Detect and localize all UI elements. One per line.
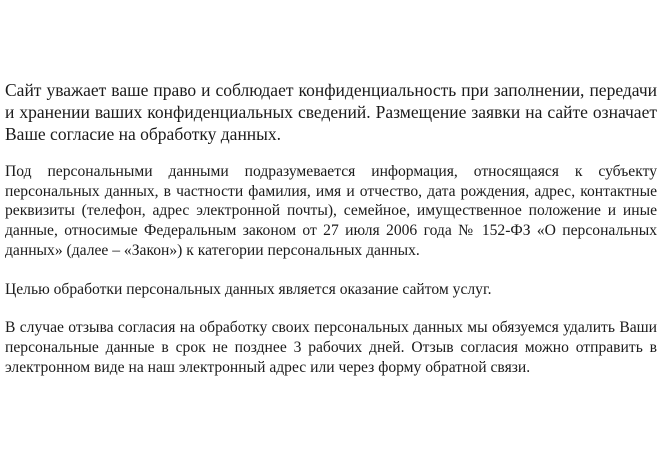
- intro-paragraph: Сайт уважает ваше право и соблюдает конфиденциальность при заполнении, передачи и хранении ваших конфиденциальных сведений. Размещение заявки на сайте означает Ваше согласие на обработку данных.: [5, 80, 657, 144]
- privacy-policy-document: [5, 79, 657, 377]
- processing-purpose-paragraph: Целью обработки персональных данных является оказание сайтом услуг.: [5, 280, 492, 298]
- consent-withdrawal-paragraph: В случае отзыва согласия на обработку своих персональных данных мы обязуемся удалить Ваши персональные данные в срок не позднее 3 рабочих дней. Отзыв согласия можно отправить в электронном виде на наш электронный адрес или через форму обратной связи.: [5, 319, 657, 376]
- personal-data-definition-paragraph: Под персональными данными подразумевается информация, относящаяся к субъекту персональных данных, в частности фамилия, имя и отчество, дата рождения, адрес, контактные реквизиты (телефон, адрес электронной почты), семейное, имущественное положение и иные данные, относимые Федеральным законом от 27 июля 2006 года № 152-ФЗ «О персональных данных» (далее – «Закон») к категории персональных данных.: [5, 163, 657, 259]
